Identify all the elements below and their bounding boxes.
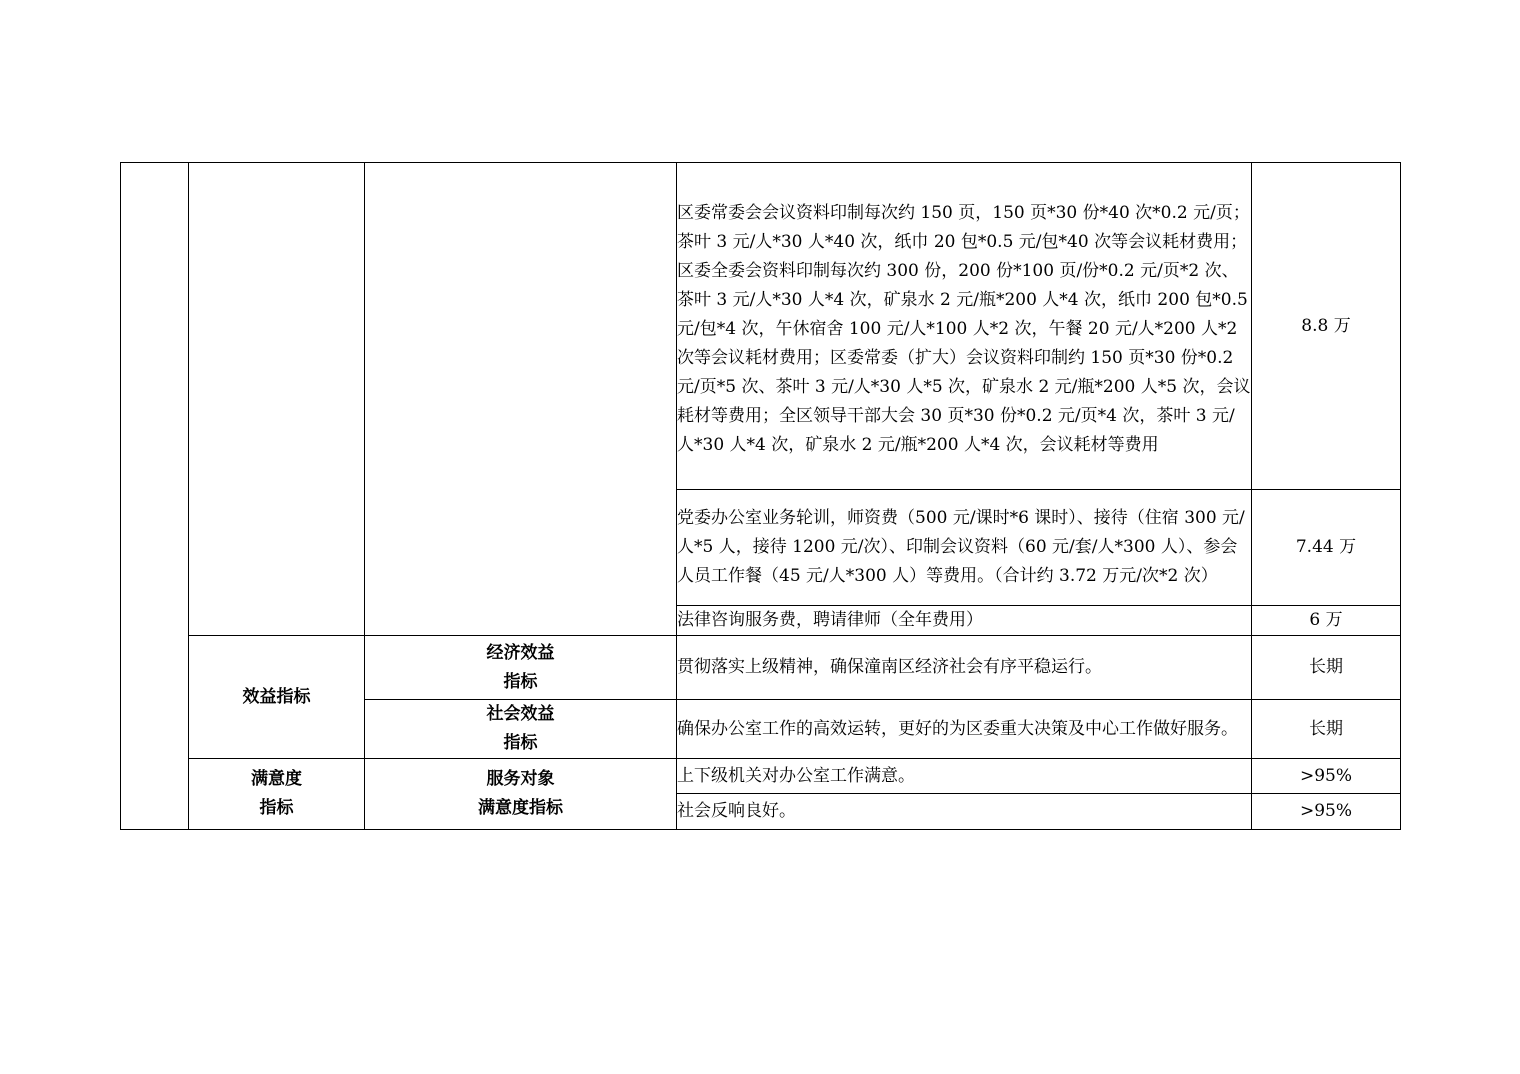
service-target-label-line1: 服务对象 (486, 769, 555, 789)
legal-value: 6 万 (1252, 606, 1401, 636)
social-benefit-value: 长期 (1252, 700, 1401, 759)
satisfaction-item1-content: 上下级机关对办公室工作满意。 (677, 759, 1252, 794)
social-benefit-content: 确保办公室工作的高效运转，更好的为区委重大决策及中心工作做好服务。 (677, 700, 1252, 759)
meeting-costs-content: 区委常委会会议资料印制每次约 150 页，150 页*30 份*40 次*0.2 元/页；茶叶 3 元/人*30 人*40 次，纸巾 20 包*0.5 元/包*40 次等会议耗材费用；区委全委会资料印制每次约 300 份，200 份*100 页/份*0.2 元/页*2 次、茶叶 3 元/人*30 人*4 次，矿泉水 2 元/瓶*200 人*4 次，纸巾 200 包*0.5 元/包*4 次，午休宿舍 100 元/人*100 人*2 次，午餐 20 元/人*200 人*2 次等会议耗材费用；区委常委（扩大）会议资料印制约 150 页*30 份*0.2 元/页*5 次、茶叶 3 元/人*30 人*5 次，矿泉水 2 元/瓶*200 人*5 次，会议耗材等费用；全区领导干部大会 30 页*30 份*0.2 元/页*4 次，茶叶 3 元/人*30 人*4 次，矿泉水 2 元/瓶*200 人*4 次，会议耗材等费用 (677, 163, 1252, 490)
training-value: 7.44 万 (1252, 490, 1401, 606)
table-row (121, 163, 1401, 490)
benefit-indicator-label: 效益指标 (189, 636, 365, 759)
satisfaction-item2-content: 社会反响良好。 (677, 794, 1252, 830)
blank-category-cell (189, 163, 365, 636)
satisfaction-item1-value: >95% (1252, 759, 1401, 794)
satisfaction-label-line2: 指标 (259, 798, 294, 818)
table-row (121, 759, 1401, 794)
performance-table (120, 162, 1401, 830)
social-benefit-label-line2: 指标 (503, 733, 538, 753)
blank-first-column (121, 163, 189, 830)
satisfaction-label-line1: 满意度 (251, 769, 302, 789)
economic-benefit-value: 长期 (1252, 636, 1401, 700)
table-row (121, 636, 1401, 700)
blank-subcategory-cell (365, 163, 677, 636)
service-target-satisfaction-label (365, 759, 677, 830)
economic-benefit-content: 贯彻落实上级精神，确保潼南区经济社会有序平稳运行。 (677, 636, 1252, 700)
economic-benefit-label (365, 636, 677, 700)
service-target-label-line2: 满意度指标 (478, 798, 563, 818)
social-benefit-label (365, 700, 677, 759)
meeting-costs-value: 8.8 万 (1252, 163, 1401, 490)
economic-benefit-label-line1: 经济效益 (486, 642, 555, 663)
legal-content: 法律咨询服务费，聘请律师（全年费用） (677, 606, 1252, 636)
social-benefit-label-line1: 社会效益 (486, 704, 555, 724)
satisfaction-indicator-label (189, 759, 365, 830)
training-content: 党委办公室业务轮训，师资费（500 元/课时*6 课时）、接待（住宿 300 元/人*5 人，接待 1200 元/次）、印制会议资料（60 元/套/人*300 人）、参会人员工作餐（45 元/人*300 人）等费用。（合计约 3.72 万元/次*2 次） (677, 490, 1252, 606)
satisfaction-item2-value: >95% (1252, 794, 1401, 830)
economic-benefit-label-line2: 指标 (503, 671, 538, 692)
